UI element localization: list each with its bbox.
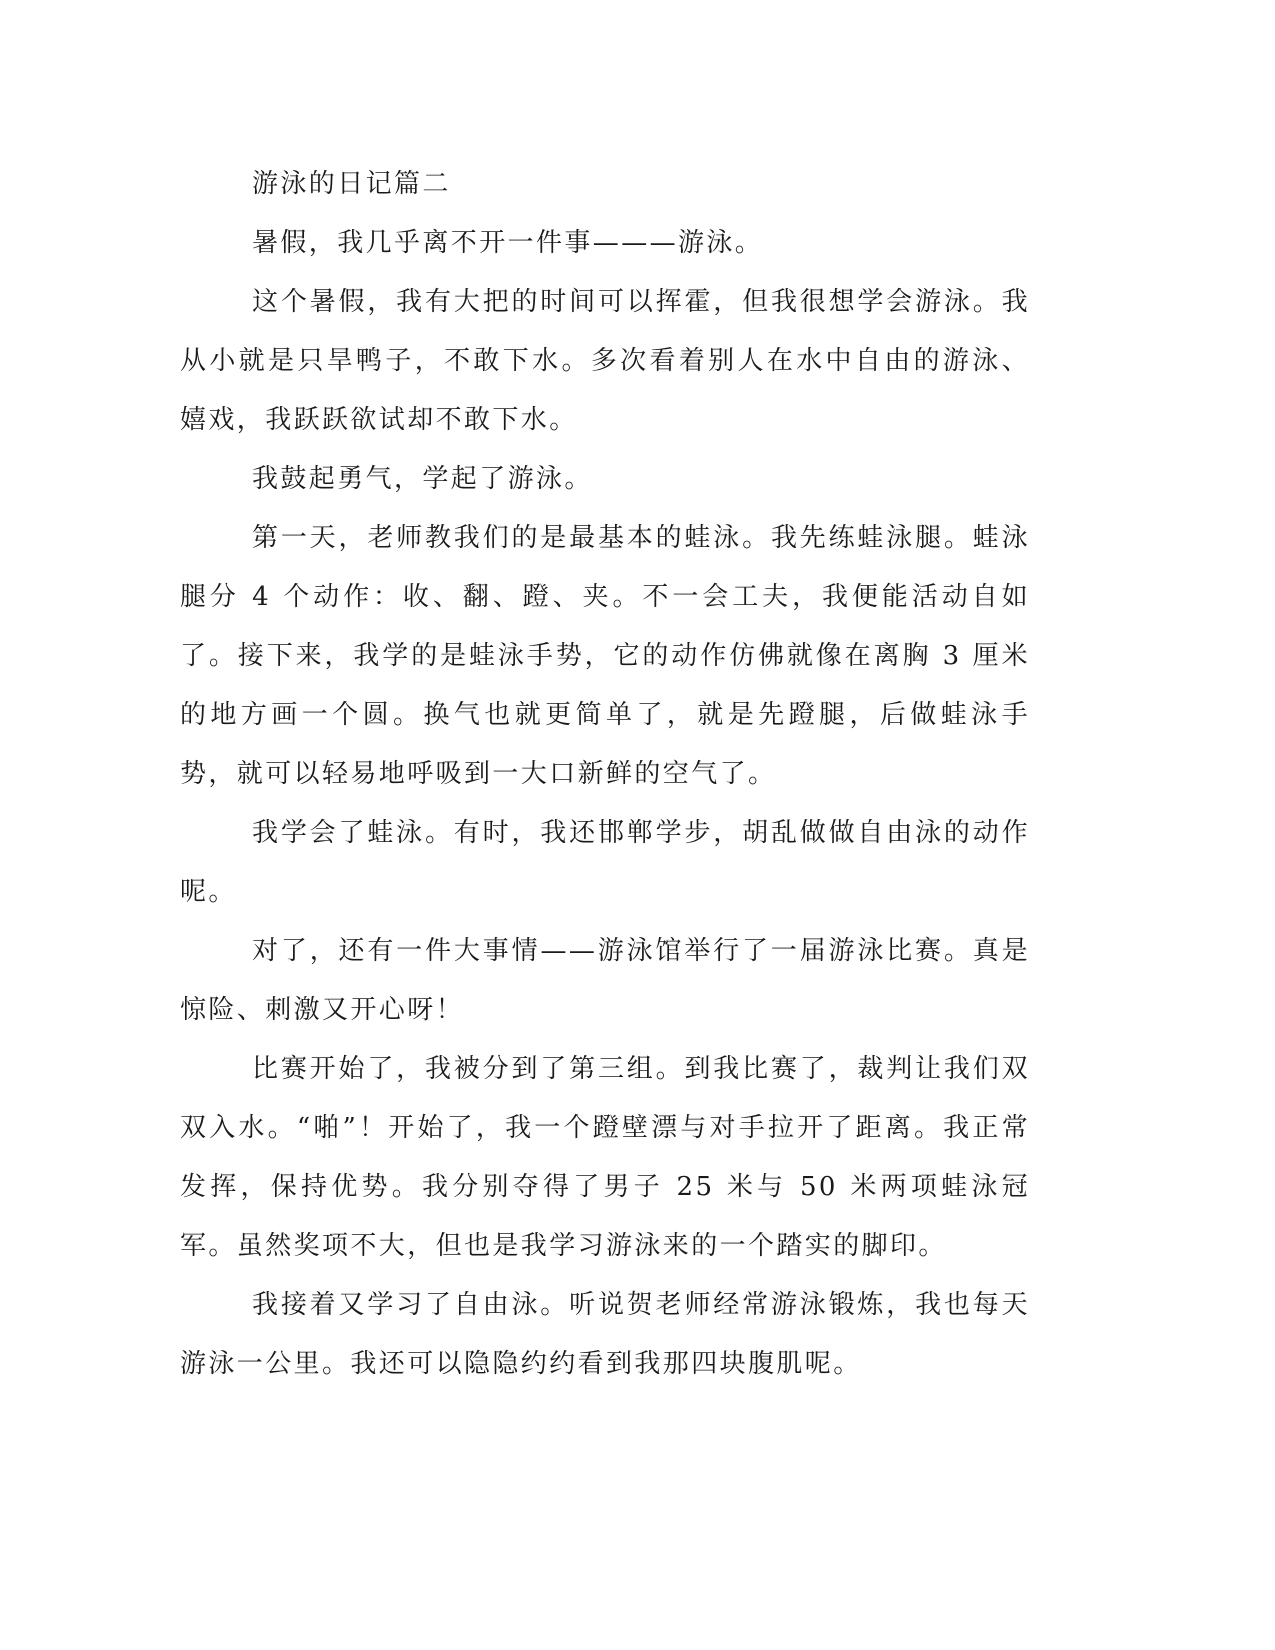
paragraph-4: 第一天，老师教我们的是最基本的蛙泳。我先练蛙泳腿。蛙泳腿分 4 个动作：收、翻、蹬、夹。不一会工夫，我便能活动自如了。接下来，我学的是蛙泳手势，它的动作仿佛就像在离胸 3 厘米的地方画一个圆。换气也就更简单了，就是先蹬腿，后做蛙泳手势，就可以轻易地呼吸到一大口新鲜的空气了。 bbox=[180, 523, 1030, 789]
document-body bbox=[180, 155, 1030, 1394]
paragraph-8: 我接着又学习了自由泳。听说贺老师经常游泳锻炼，我也每天游泳一公里。我还可以隐隐约约看到我那四块腹肌呢。 bbox=[180, 1290, 1030, 1379]
document-title: 游泳的日记篇二 bbox=[252, 169, 451, 199]
paragraph-3: 我鼓起勇气，学起了游泳。 bbox=[252, 464, 593, 494]
paragraph-5: 我学会了蛙泳。有时，我还邯郸学步，胡乱做做自由泳的动作呢。 bbox=[180, 818, 1030, 907]
paragraph-1: 暑假，我几乎离不开一件事———游泳。 bbox=[252, 228, 764, 258]
paragraph-6: 对了，还有一件大事情——游泳馆举行了一届游泳比赛。真是惊险、刺激又开心呀！ bbox=[180, 936, 1030, 1025]
paragraph-2: 这个暑假，我有大把的时间可以挥霍，但我很想学会游泳。我从小就是只旱鸭子，不敢下水。多次看着别人在水中自由的游泳、嬉戏，我跃跃欲试却不敢下水。 bbox=[180, 287, 1030, 435]
paragraph-7: 比赛开始了，我被分到了第三组。到我比赛了，裁判让我们双双入水。“啪”！开始了，我一个蹬壁漂与对手拉开了距离。我正常发挥，保持优势。我分别夺得了男子 25 米与 50 米两项蛙泳冠军。虽然奖项不大，但也是我学习游泳来的一个踏实的脚印。 bbox=[180, 1054, 1030, 1261]
